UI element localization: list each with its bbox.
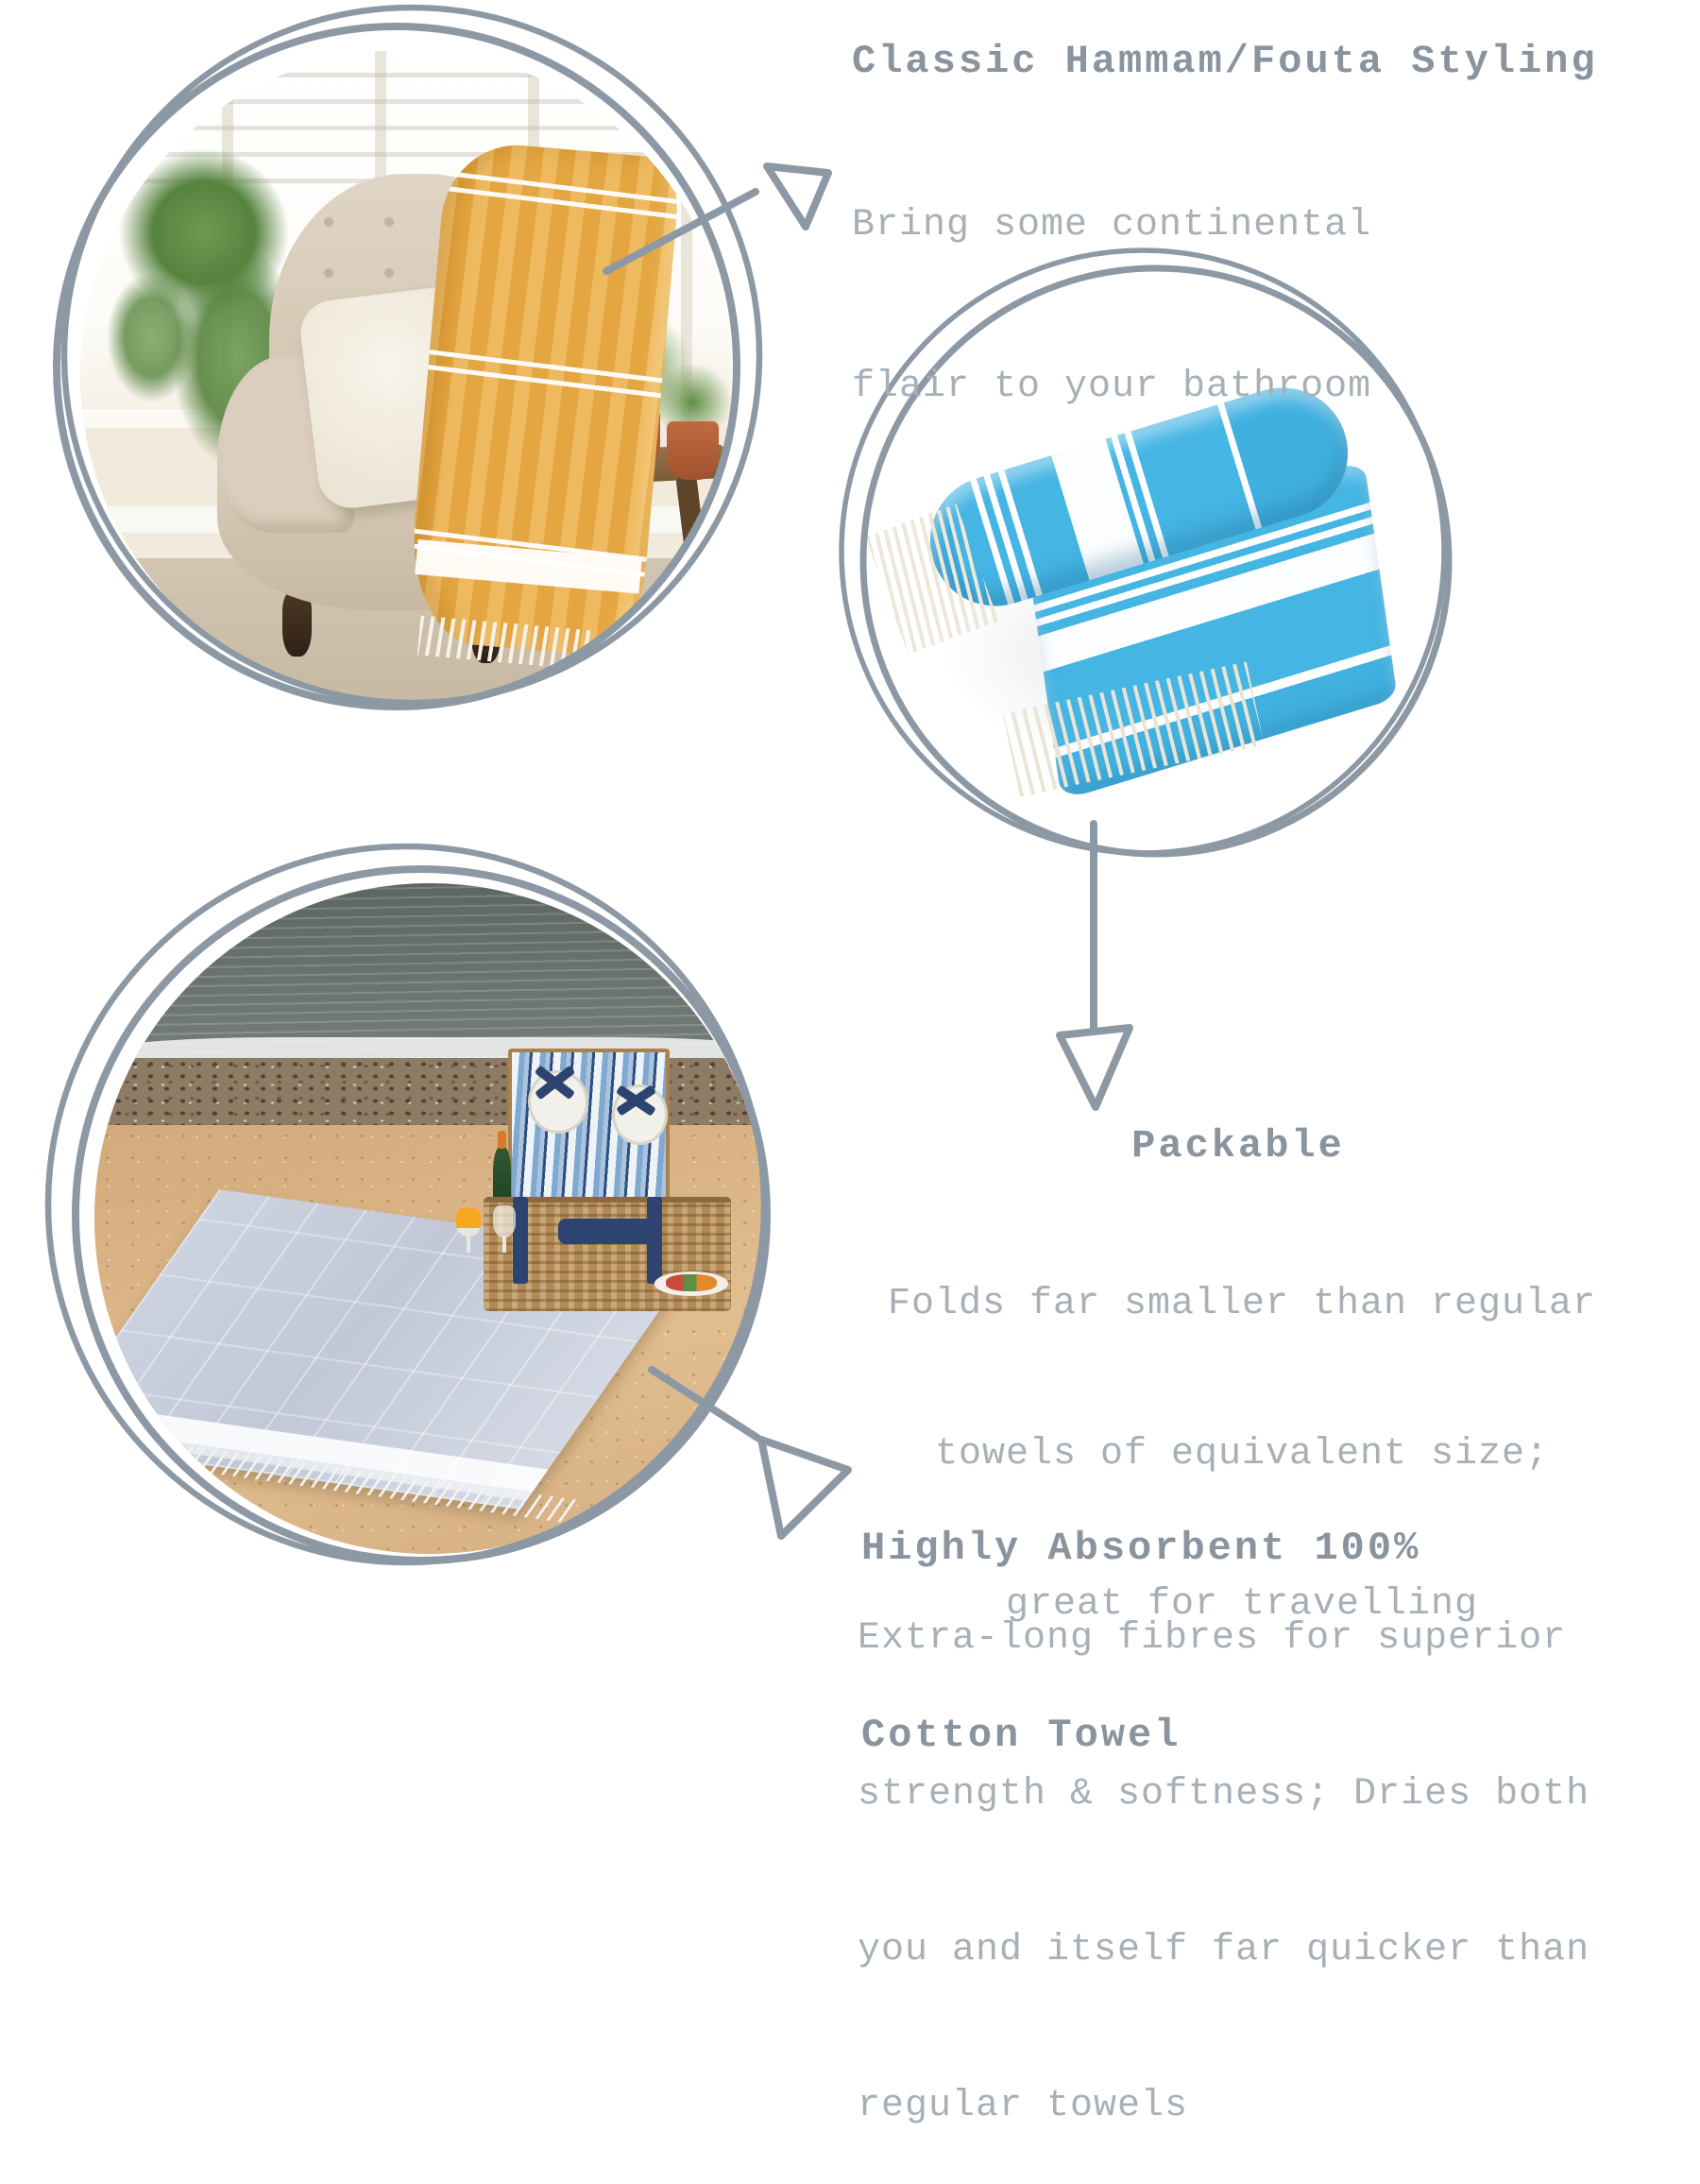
basket-handle [558,1219,657,1244]
absorbent-body-line: regular towels [858,2085,1189,2127]
styling-body-line: flair to your bathroom [852,366,1372,408]
absorbent-body [858,1509,1590,2184]
packable-heading: Packable [1131,1123,1345,1169]
throw-white-band [415,539,642,594]
styling-body-line: Bring some continental [852,204,1372,247]
arrow-head-icon [1060,1028,1130,1107]
beach-picnic-photo [94,883,765,1554]
basket-strap [513,1197,528,1284]
packable-body-line: towels of equivalent size; [934,1433,1550,1476]
absorbent-heading-line: Cotton Towel [861,1713,1182,1758]
absorbent-heading-line: Highly Absorbent 100% [861,1526,1421,1571]
arrow-head-icon [761,1440,848,1536]
fruit-plate [651,1266,731,1300]
packable-body-line: great for travelling [1005,1583,1479,1626]
packable-body-line: Folds far smaller than regular [887,1283,1597,1325]
absorbent-body-line: strength & softness; Dries both [858,1773,1590,1816]
styling-body [852,91,1371,468]
absorbent-body-line: you and itself far quicker than [858,1929,1590,1971]
yellow-hammam-throw [404,139,682,659]
armchair-throw-photo [80,50,732,702]
stool-leg [675,475,719,659]
orange-juice-glass [456,1208,481,1237]
styling-heading: Classic Hammam/Fouta Styling [852,39,1598,84]
plant-pot [667,421,719,480]
arrow-head-icon [767,166,828,227]
absorbent-body-line: Extra-long fibres for superior [858,1617,1567,1660]
wine-glass [493,1205,515,1238]
